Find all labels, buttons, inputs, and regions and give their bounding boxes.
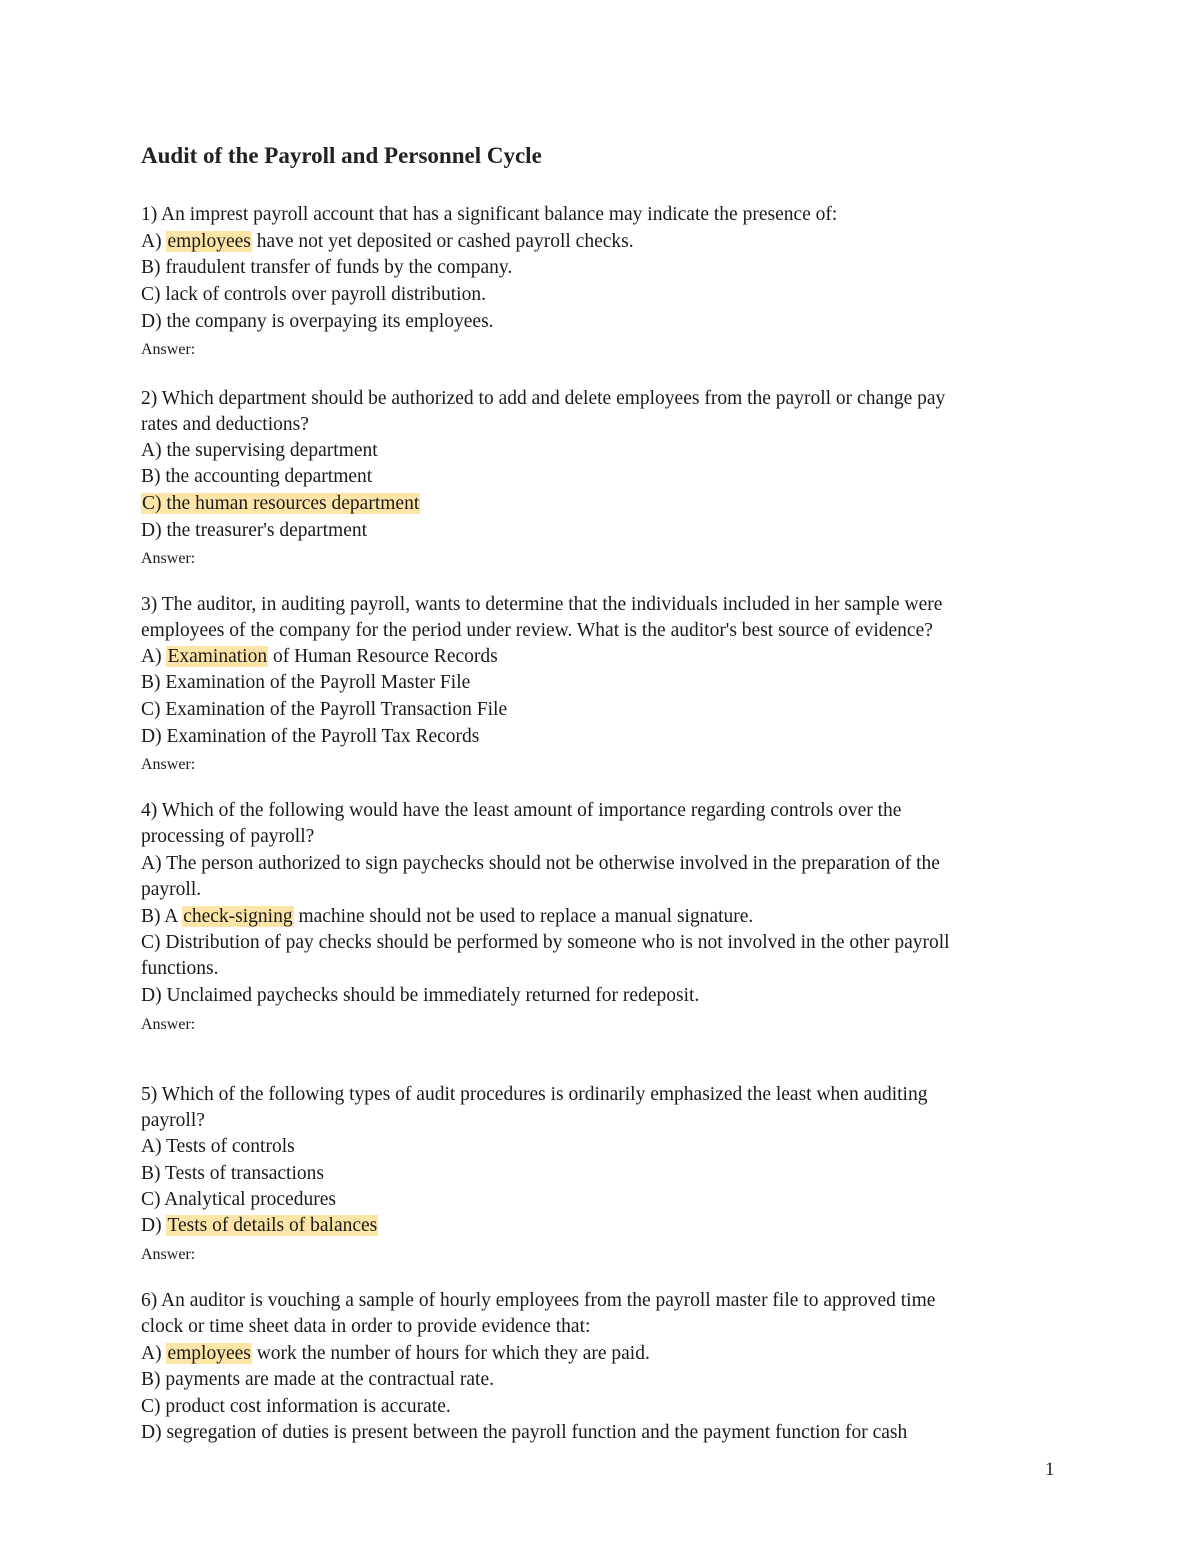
line-text: D) segregation of duties is present between the payroll function and the payment function for cash <box>141 1422 908 1443</box>
text-line <box>141 1341 650 1367</box>
text-line <box>141 877 201 903</box>
line-text: D) Unclaimed paychecks should be immediately returned for redeposit. <box>141 985 700 1006</box>
text-line <box>141 956 218 982</box>
line-text: 1) An imprest payroll account that has a significant balance may indicate the presence of: <box>141 204 838 225</box>
line-text: D) the treasurer's department <box>141 520 368 541</box>
text-line <box>141 491 420 517</box>
line-text: B) A <box>141 906 183 927</box>
line-text: C) lack of controls over payroll distribution. <box>141 284 486 305</box>
text-line <box>141 412 309 438</box>
text-line <box>141 1134 295 1160</box>
line-text: C) Distribution of pay checks should be performed by someone who is not involved in the other payroll <box>141 932 950 953</box>
line-text: of Human Resource Records <box>268 646 498 667</box>
text-line <box>141 1082 927 1108</box>
line-text: C) Analytical procedures <box>141 1189 336 1210</box>
text-line <box>141 202 837 228</box>
line-text: A) The person authorized to sign paychecks should not be otherwise involved in the preparation of the <box>141 853 940 874</box>
highlighted-text: employees <box>167 231 251 252</box>
line-text: A) <box>141 1343 167 1364</box>
line-text: functions. <box>141 958 219 979</box>
line-text: processing of payroll? <box>141 826 315 847</box>
line-text: C) Examination of the Payroll Transaction File <box>141 699 508 720</box>
line-text: D) <box>141 1215 167 1236</box>
text-line <box>141 851 940 877</box>
answer-label: Answer: <box>141 1246 196 1263</box>
line-text: rates and deductions? <box>141 414 309 435</box>
line-text: D) Examination of the Payroll Tax Records <box>141 726 480 747</box>
text-line <box>141 1161 324 1187</box>
highlighted-text: Examination <box>167 646 268 667</box>
line-text: have not yet deposited or cashed payroll checks. <box>251 231 634 252</box>
text-line <box>141 282 486 308</box>
highlighted-text: check-signing <box>183 906 293 927</box>
text-line <box>141 1288 935 1314</box>
highlighted-text: C) the human resources department <box>142 493 420 514</box>
line-text: D) the company is overpaying its employees. <box>141 311 494 332</box>
line-text: A) Tests of controls <box>141 1136 295 1157</box>
line-text: B) fraudulent transfer of funds by the company. <box>141 257 513 278</box>
line-text: B) Tests of transactions <box>141 1163 324 1184</box>
answer-label: Answer: <box>141 550 196 567</box>
text-line <box>141 1187 336 1213</box>
text-line <box>141 518 367 544</box>
line-text: machine should not be used to replace a manual signature. <box>293 906 754 927</box>
answer-label: Answer: <box>141 341 196 358</box>
line-text: work the number of hours for which they are paid. <box>251 1343 650 1364</box>
text-line <box>141 644 498 670</box>
line-text: payroll. <box>141 879 202 900</box>
line-text: 3) The auditor, in auditing payroll, wants to determine that the individuals included in her sample were <box>141 594 943 615</box>
text-line <box>141 438 378 464</box>
text-line <box>141 386 945 412</box>
line-text: employees of the company for the period under review. What is the auditor's best source of evidence? <box>141 620 933 641</box>
text-line <box>141 798 901 824</box>
text-line <box>141 229 634 255</box>
text-line <box>141 724 479 750</box>
text-line <box>141 1213 378 1239</box>
line-text: clock or time sheet data in order to provide evidence that: <box>141 1316 591 1337</box>
text-line <box>141 930 950 956</box>
text-line <box>141 983 699 1009</box>
line-text: payroll? <box>141 1110 205 1131</box>
line-text: 2) Which department should be authorized to add and delete employees from the payroll or change pay <box>141 388 946 409</box>
line-text: A) <box>141 646 167 667</box>
text-line <box>141 904 753 930</box>
line-text: 5) Which of the following types of audit procedures is ordinarily emphasized the least when auditing <box>141 1084 928 1105</box>
line-text: B) the accounting department <box>141 466 373 487</box>
document-title: Audit of the Payroll and Personnel Cycle <box>141 143 542 168</box>
text-line <box>141 464 372 490</box>
text-line <box>141 1367 494 1393</box>
text-line <box>141 1314 590 1340</box>
highlighted-text: Tests of details of balances <box>167 1215 378 1236</box>
text-line <box>141 255 512 281</box>
line-text: 6) An auditor is vouching a sample of hourly employees from the payroll master file to approved time <box>141 1290 936 1311</box>
text-line <box>141 618 933 644</box>
page-number: 1 <box>1045 1459 1055 1480</box>
answer-label: Answer: <box>141 1016 196 1033</box>
text-line <box>141 1420 907 1446</box>
text-line <box>141 592 942 618</box>
text-line <box>141 697 507 723</box>
highlighted-text: employees <box>167 1343 251 1364</box>
line-text: B) Examination of the Payroll Master File <box>141 672 471 693</box>
line-text: A) <box>141 231 167 252</box>
line-text: 4) Which of the following would have the least amount of importance regarding controls over the <box>141 800 902 821</box>
text-line <box>141 1394 451 1420</box>
line-text: A) the supervising department <box>141 440 378 461</box>
line-text: B) payments are made at the contractual rate. <box>141 1369 494 1390</box>
line-text: C) product cost information is accurate. <box>141 1396 451 1417</box>
text-line <box>141 824 314 850</box>
text-line <box>141 1108 205 1134</box>
text-line <box>141 309 494 335</box>
text-line <box>141 670 470 696</box>
answer-label: Answer: <box>141 756 196 773</box>
